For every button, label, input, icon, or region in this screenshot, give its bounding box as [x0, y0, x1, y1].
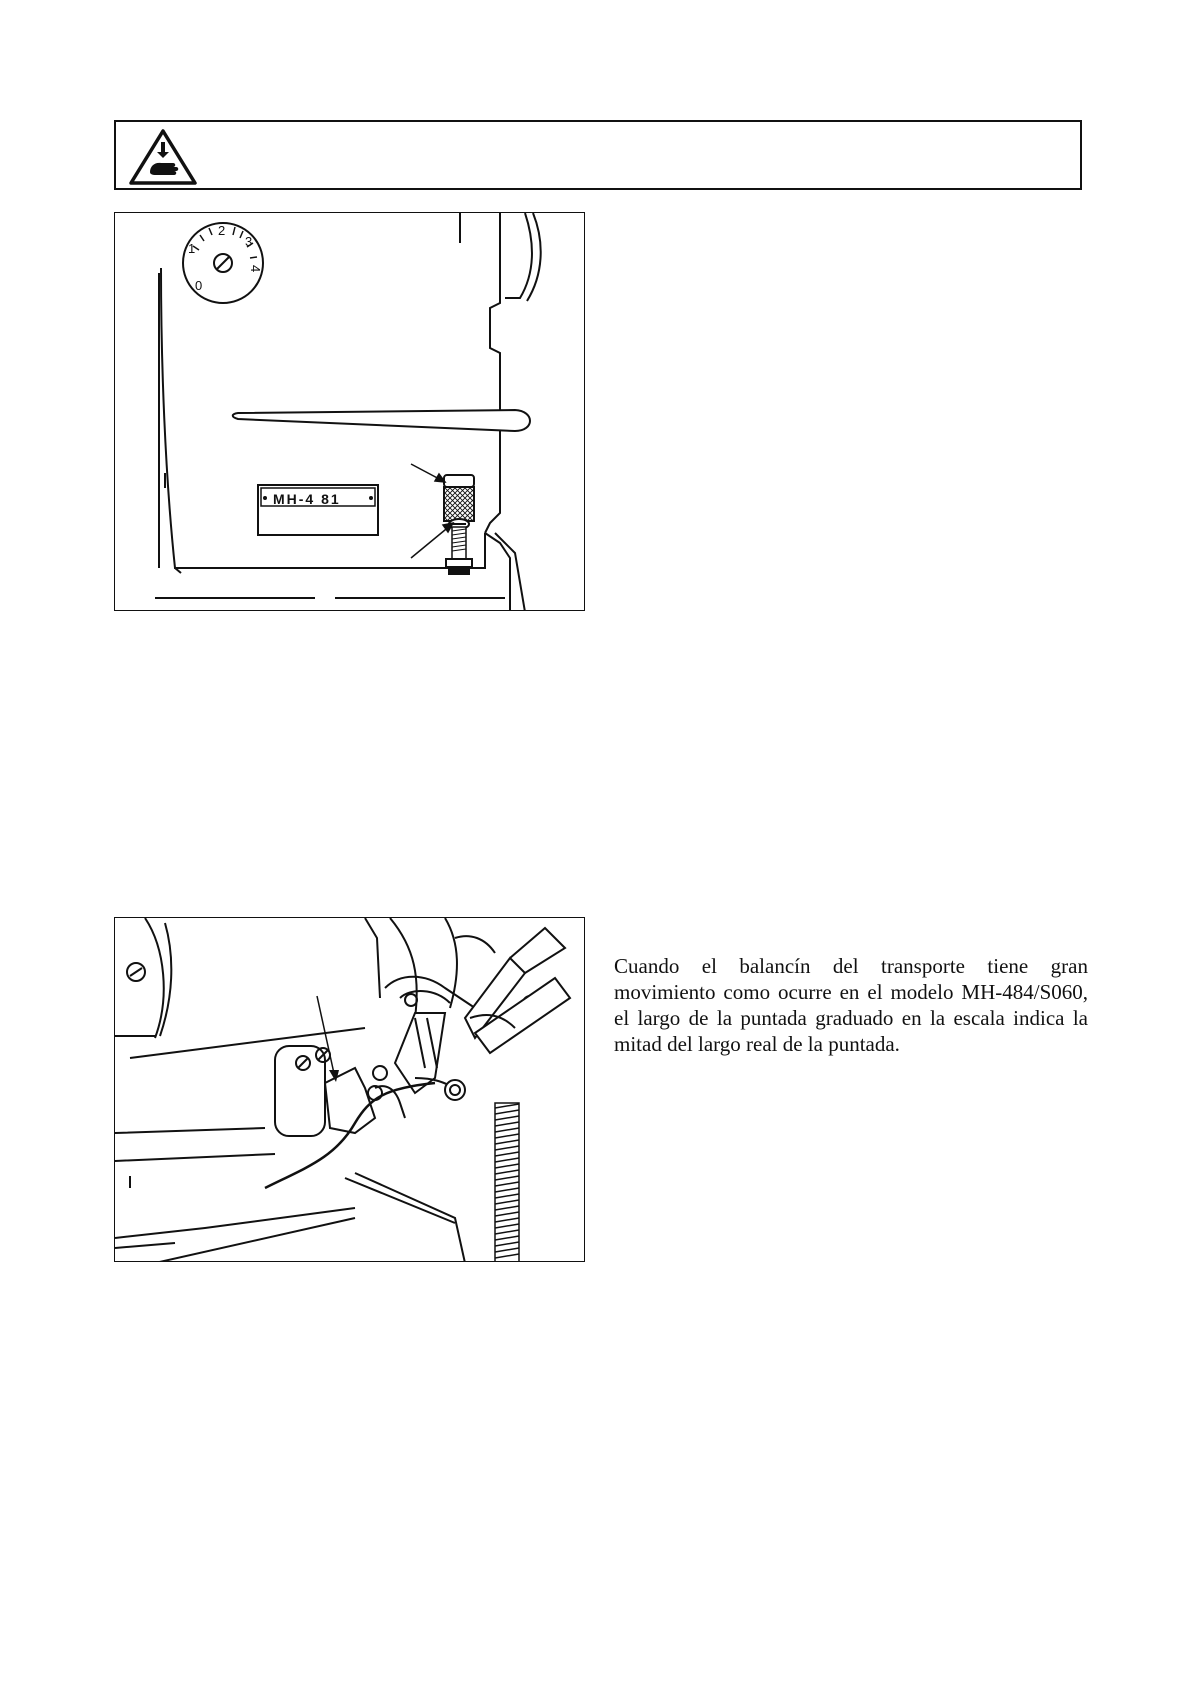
hand-crush-warning-icon — [128, 128, 198, 186]
stitch-length-dial — [183, 223, 263, 303]
machine-head-illustration — [115, 213, 585, 611]
return-spring — [495, 1103, 519, 1262]
dial-number-1: 1 — [188, 241, 196, 256]
dial-number-3: 3 — [245, 234, 253, 249]
reverse-feed-lever — [233, 410, 530, 431]
feed-mechanism-illustration — [115, 918, 585, 1262]
feed-rocker-note-paragraph: Cuando el balancín del transporte tiene gran movimiento como ocurre en el modelo MH-484/S060, el largo de la puntada graduado en la escala indica la mitad del largo real de la puntada. — [614, 954, 1088, 1056]
dial-number-4: 4 — [248, 265, 263, 273]
figure-stitch-dial — [114, 212, 585, 611]
model-nameplate — [258, 485, 378, 535]
warning-box — [114, 120, 1082, 190]
nameplate-text: MH-4 81 — [273, 491, 341, 507]
dial-number-0: 0 — [195, 278, 203, 293]
dial-number-2: 2 — [218, 223, 226, 238]
figure-feed-rocker — [114, 917, 585, 1262]
